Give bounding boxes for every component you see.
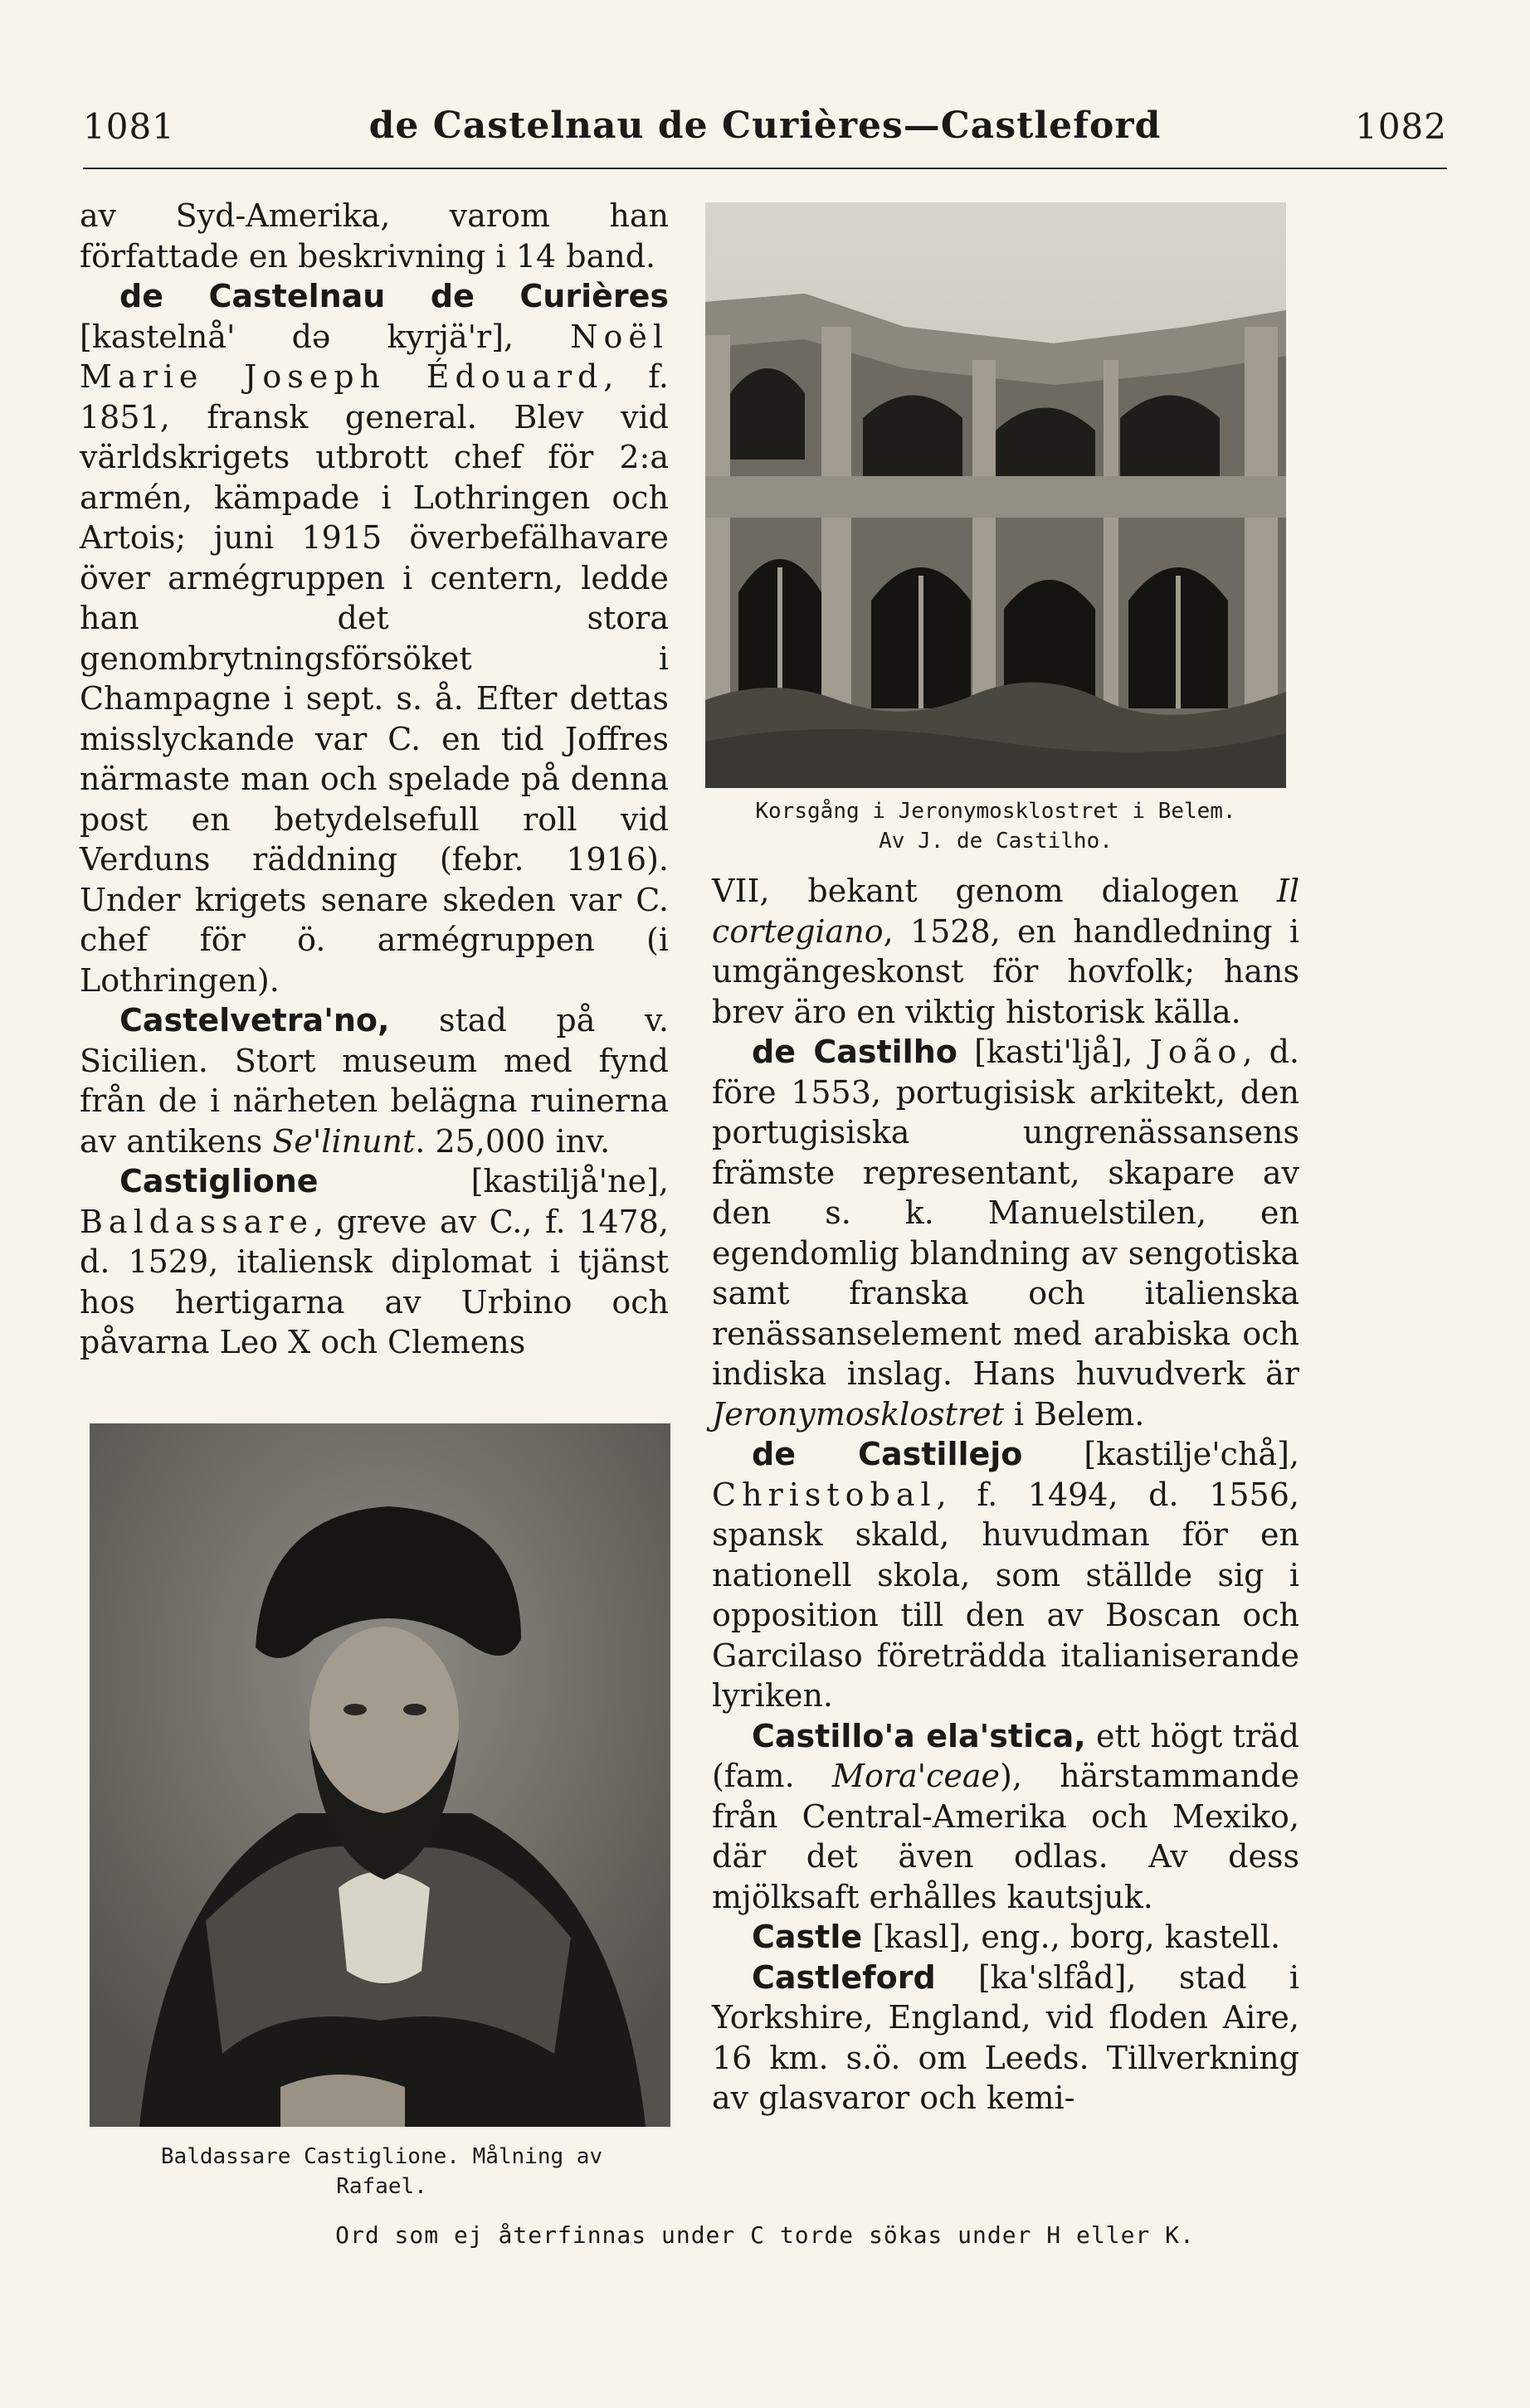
- right-continuation: [712, 871, 1299, 1032]
- given-name: Baldassare: [80, 1203, 314, 1240]
- given-name: João: [1149, 1034, 1243, 1070]
- entry-castle: [712, 1917, 1299, 1958]
- entry-text: [ka'slfåd], stad i Yorkshire, England, vid floden Aire, 16 km. s.ö. om Leeds. Tillverkning av glasvaror och kemi-: [712, 1958, 1299, 2116]
- entry-castilho: [712, 1032, 1299, 1434]
- given-name: Noël Marie Joseph Édouard: [80, 318, 669, 395]
- entry-text: , greve av C., f. 1478, d. 1529, italiensk diplomat i tjänst hos hertigarna av Urbino och påvarna Leo X och Clemens: [80, 1203, 669, 1360]
- lemma: Castle: [752, 1919, 863, 1955]
- cloister-caption: [689, 796, 1303, 856]
- left-continuation: av Syd-Amerika, varom han författade en beskrivning i 14 band.: [80, 197, 669, 275]
- lemma: de Castillejo: [752, 1436, 1023, 1472]
- italic-term: Se'linunt: [272, 1122, 416, 1160]
- running-head-title: de Castelnau de Curières—Castleford: [368, 105, 1162, 147]
- entry-castiglione: [80, 1161, 669, 1363]
- pronunciation: [kastiljå'ne],: [318, 1163, 669, 1199]
- page-number-left: 1081: [83, 106, 175, 147]
- portrait-caption-line1: Baldassare Castiglione. Målning av: [160, 2144, 603, 2169]
- pronunciation: [kastilje'chå],: [1022, 1436, 1300, 1472]
- entry-castillejo: [712, 1434, 1299, 1716]
- cloister-illustration: [705, 202, 1286, 788]
- entry-text: stad på v. Sicilien. Stort museum med fynd från de i närheten belägna ruinerna av antikens: [80, 1002, 669, 1160]
- cloister-caption-line2: Av J. de Castilho.: [879, 829, 1113, 854]
- continuation-text-end: , 1528, en handledning i umgängeskonst för hovfolk; hans brev äro en viktig historisk källa.: [712, 912, 1299, 1030]
- cloister-caption-line1: Korsgång i Jeronymosklostret i Belem.: [755, 799, 1236, 824]
- entry-text-end: i Belem.: [1003, 1395, 1145, 1433]
- cloister-photo: [705, 202, 1286, 788]
- entry-text: [kasl], eng., borg, kastell.: [862, 1919, 1281, 1955]
- lemma: Castleford: [752, 1958, 936, 1996]
- page-number-right: 1082: [1355, 106, 1447, 147]
- italic-title: Il cortegiano: [712, 873, 1299, 950]
- footer-note: Ord som ej återfinnas under C torde sökas under H eller K.: [335, 2221, 1195, 2249]
- lemma: Castelvetra'no,: [119, 1002, 390, 1039]
- pronunciation: [kasti'ljå],: [957, 1034, 1150, 1070]
- continuation-text: VII, bekant genom dialogen: [712, 873, 1277, 909]
- entry-text-end: ), härstammande från Central-Amerika och Mexiko, där det även odlas. Av dess mjölksaft erhålles kautsjuk.: [712, 1758, 1299, 1915]
- entry-castelvetrano: [80, 1000, 669, 1161]
- portrait-caption-line2: Rafael.: [336, 2174, 427, 2199]
- portrait-illustration: [90, 1423, 670, 2127]
- italic-term: Mora'ceae: [832, 1758, 1000, 1794]
- entry-text: , f. 1494, d. 1556, spansk skald, huvudman för en nationell skola, som ställde sig i opposition till den av Boscan och Garcilaso företrädda italianiserande lyriken.: [712, 1476, 1299, 1714]
- entry-castleford: [712, 1958, 1299, 2119]
- lemma: de Castilho: [752, 1034, 957, 1070]
- entry-castilloa: [712, 1716, 1299, 1918]
- right-column: [712, 871, 1299, 2119]
- portrait-caption: [83, 2142, 680, 2201]
- header-rule: [83, 168, 1447, 169]
- left-column: [80, 196, 669, 1363]
- lemma: de Castelnau de Curières: [119, 278, 669, 314]
- entry-castelnau: [80, 276, 669, 1000]
- pronunciation: [kastelnå' də kyrjä'r],: [80, 318, 571, 355]
- entry-text: ett högt träd (fam.: [712, 1717, 1299, 1794]
- entry-text-end: . 25,000 inv.: [415, 1122, 611, 1160]
- lemma: Castiglione: [119, 1163, 319, 1199]
- entry-text: , f. 1851, fransk general. Blev vid världskrigets utbrott chef för 2:a armén, kämpade i Lothringen och Artois; juni 1915 överbefälhavare över armégruppen i centern, ledde han det stora genombrytningsförsöket i Champagne i sept. s. å. Efter dettas misslyckande var C. en tid Joffres närmaste man och spelade på denna post en betydelsefull roll vid Verduns räddning (febr. 1916). Under krigets senare skeden var C. chef för ö. armégruppen (i Lothringen).: [80, 358, 669, 999]
- portrait-painting: [90, 1423, 670, 2127]
- lemma: Castillo'a ela'stica,: [752, 1717, 1086, 1754]
- given-name: Christobal: [712, 1476, 937, 1513]
- italic-term: Jeronymosklostret: [712, 1395, 1004, 1433]
- entry-text: , d. före 1553, portugisisk arkitekt, den portugisiska ungrenässansens främste representant, skapare av den s. k. Manuelstilen, en egendomlig blandning av sengotiska samt franska och italienska renässanselement med arabiska och indiska inslag. Hans huvudverk är: [712, 1034, 1300, 1392]
